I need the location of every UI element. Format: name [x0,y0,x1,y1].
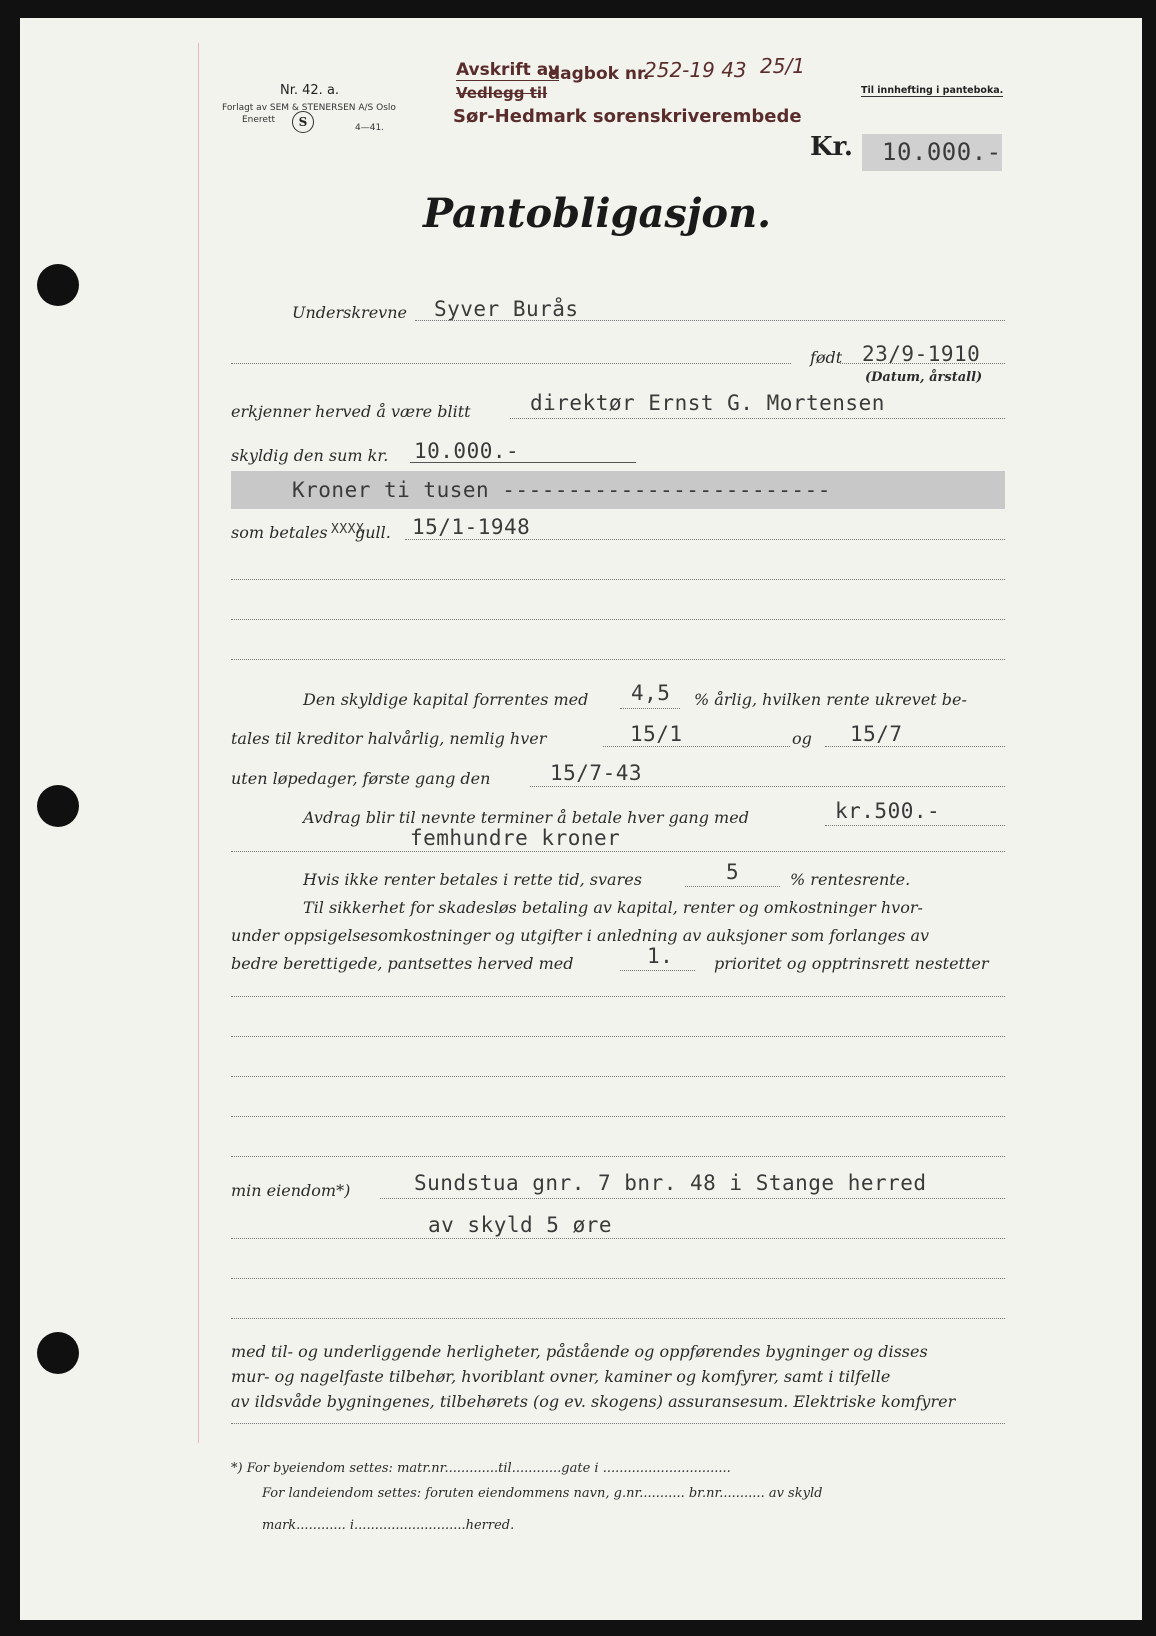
closing-text: mur- og nagelfaste tilbehør, hvoriblant ovner, kaminer og komfyrer, samt i tilfelle [231,1367,891,1386]
fill-line [231,1036,1005,1037]
fill-line [231,659,1005,660]
fill-line [231,996,1005,997]
fill-line [825,825,1005,826]
closing-text: med til- og underliggende herligheter, påstående og oppførendes bygninger og disses [231,1342,928,1361]
property-label: min eiendom*) [231,1181,351,1200]
publisher-date: 4—41. [355,123,385,133]
owed-label: skyldig den sum kr. [231,446,389,465]
document-page [20,18,1142,1620]
born-value: 23/9-1910 [862,342,981,366]
fill-line [380,1198,1005,1199]
fill-line [410,462,636,463]
priority-value: 1. [647,944,674,968]
fill-line [231,1116,1005,1117]
fill-line [231,1238,1005,1239]
stamp-vedlegg: Vedlegg til [456,84,548,102]
security-text: Til sikkerhet for skadesløs betaling av kapital, renter og omkostninger hvor- [303,898,923,917]
journal-number: 252-19 43 [644,58,747,82]
stamp-dagbok: dagbok nr. [548,64,650,84]
security-text: prioritet og opptrinsrett nestetter [714,954,989,973]
interest-rate: 4,5 [631,681,671,705]
fill-line [231,851,1005,852]
installment-amount: kr.500.- [835,799,941,823]
footnote-line: *) For byeiendom settes: matr.nr.............til............gate i ............................... [231,1461,731,1476]
acknowledge-label: erkjenner herved å være blitt [231,402,471,421]
fill-line [231,1423,1005,1424]
penalty-text: % rentesrente. [790,870,911,889]
fill-line [231,1076,1005,1077]
journal-date: 25/1 [760,54,805,78]
payable-date: 15/1-1948 [412,515,531,539]
footnote-line: mark............ i...........................herred. [262,1518,515,1533]
penalty-rate: 5 [726,860,740,884]
fill-line [231,1156,1005,1157]
fill-line [231,619,1005,620]
fill-line [231,579,1005,580]
punch-hole [37,264,79,306]
payable-suffix: gull. [355,523,391,542]
punch-hole [37,785,79,827]
property-line-1: Sundstua gnr. 7 bnr. 48 i Stange herred [414,1171,927,1195]
fill-line [620,708,680,709]
publisher-enerett: Enerett [242,115,276,125]
first-payment-date: 15/7-43 [550,761,643,785]
fill-line [415,320,1005,321]
fill-line [231,1318,1005,1319]
fill-line [825,746,1005,747]
payable-overstrike: XXXX [331,522,365,537]
penalty-text: Hvis ikke renter betales i rette tid, svares [303,870,642,889]
closing-text: av ildsvåde bygningenes, tilbehørets (og ev. skogens) assuransesum. Elektriske komfyrer [231,1392,956,1411]
fill-line [685,886,780,887]
fill-line [620,970,695,971]
footnote-line: For landeiendom settes: foruten eiendommens navn, g.nr........... br.nr........... av skyld [262,1486,823,1501]
kr-label: Kr. [810,132,853,162]
interest-date-1: 15/1 [630,722,683,746]
margin-rule [198,43,199,1443]
publisher-logo: S [292,111,314,133]
installment-text: Avdrag blir til nevnte terminer å betale hver gang med [303,808,749,827]
installment-words: femhundre kroner [410,826,621,850]
creditor-name: direktør Ernst G. Mortensen [530,391,885,415]
interest-text: Den skyldige kapital forrentes med [303,690,589,709]
stamp-office: Sør-Hedmark sorenskriverembede [453,106,802,127]
payable-label: som betales [231,523,328,542]
binding-note: Til innhefting i panteboka. [861,85,1004,96]
punch-hole [37,1332,79,1374]
interest-text: uten løpedager, første gang den [231,769,491,788]
owed-value: 10.000.- [414,439,520,463]
property-line-2: av skyld 5 øre [428,1213,613,1237]
undersigned-value: Syver Burås [434,297,579,321]
born-label: født [810,348,843,367]
fill-line [603,746,790,747]
born-hint: (Datum, årstall) [865,370,983,385]
fill-line [530,786,1005,787]
undersigned-label: Underskrevne [292,303,407,322]
fill-line [840,363,1005,364]
stamp-avskrift: Avskrift av [456,60,560,80]
security-text: bedre berettigede, pantsettes herved med [231,954,574,973]
kr-amount: 10.000.- [882,138,1002,166]
interest-text: tales til kreditor halvårlig, nemlig hver [231,729,547,748]
document-title: Pantobligasjon. [423,190,772,237]
fill-line [231,363,791,364]
fill-line [231,1278,1005,1279]
interest-og: og [792,729,812,748]
fill-line [510,418,1005,419]
amount-words: Kroner ti tusen ------------------------- [292,478,831,502]
interest-text: % årlig, hvilken rente ukrevet be- [694,690,967,709]
interest-date-2: 15/7 [850,722,903,746]
security-text: under oppsigelsesomkostninger og utgifter i anledning av auksjoner som forlanges av [231,926,930,945]
form-number: Nr. 42. a. [280,83,340,98]
fill-line [405,539,1005,540]
publisher-line: Forlagt av SEM & STENERSEN A/S Oslo [222,103,396,113]
